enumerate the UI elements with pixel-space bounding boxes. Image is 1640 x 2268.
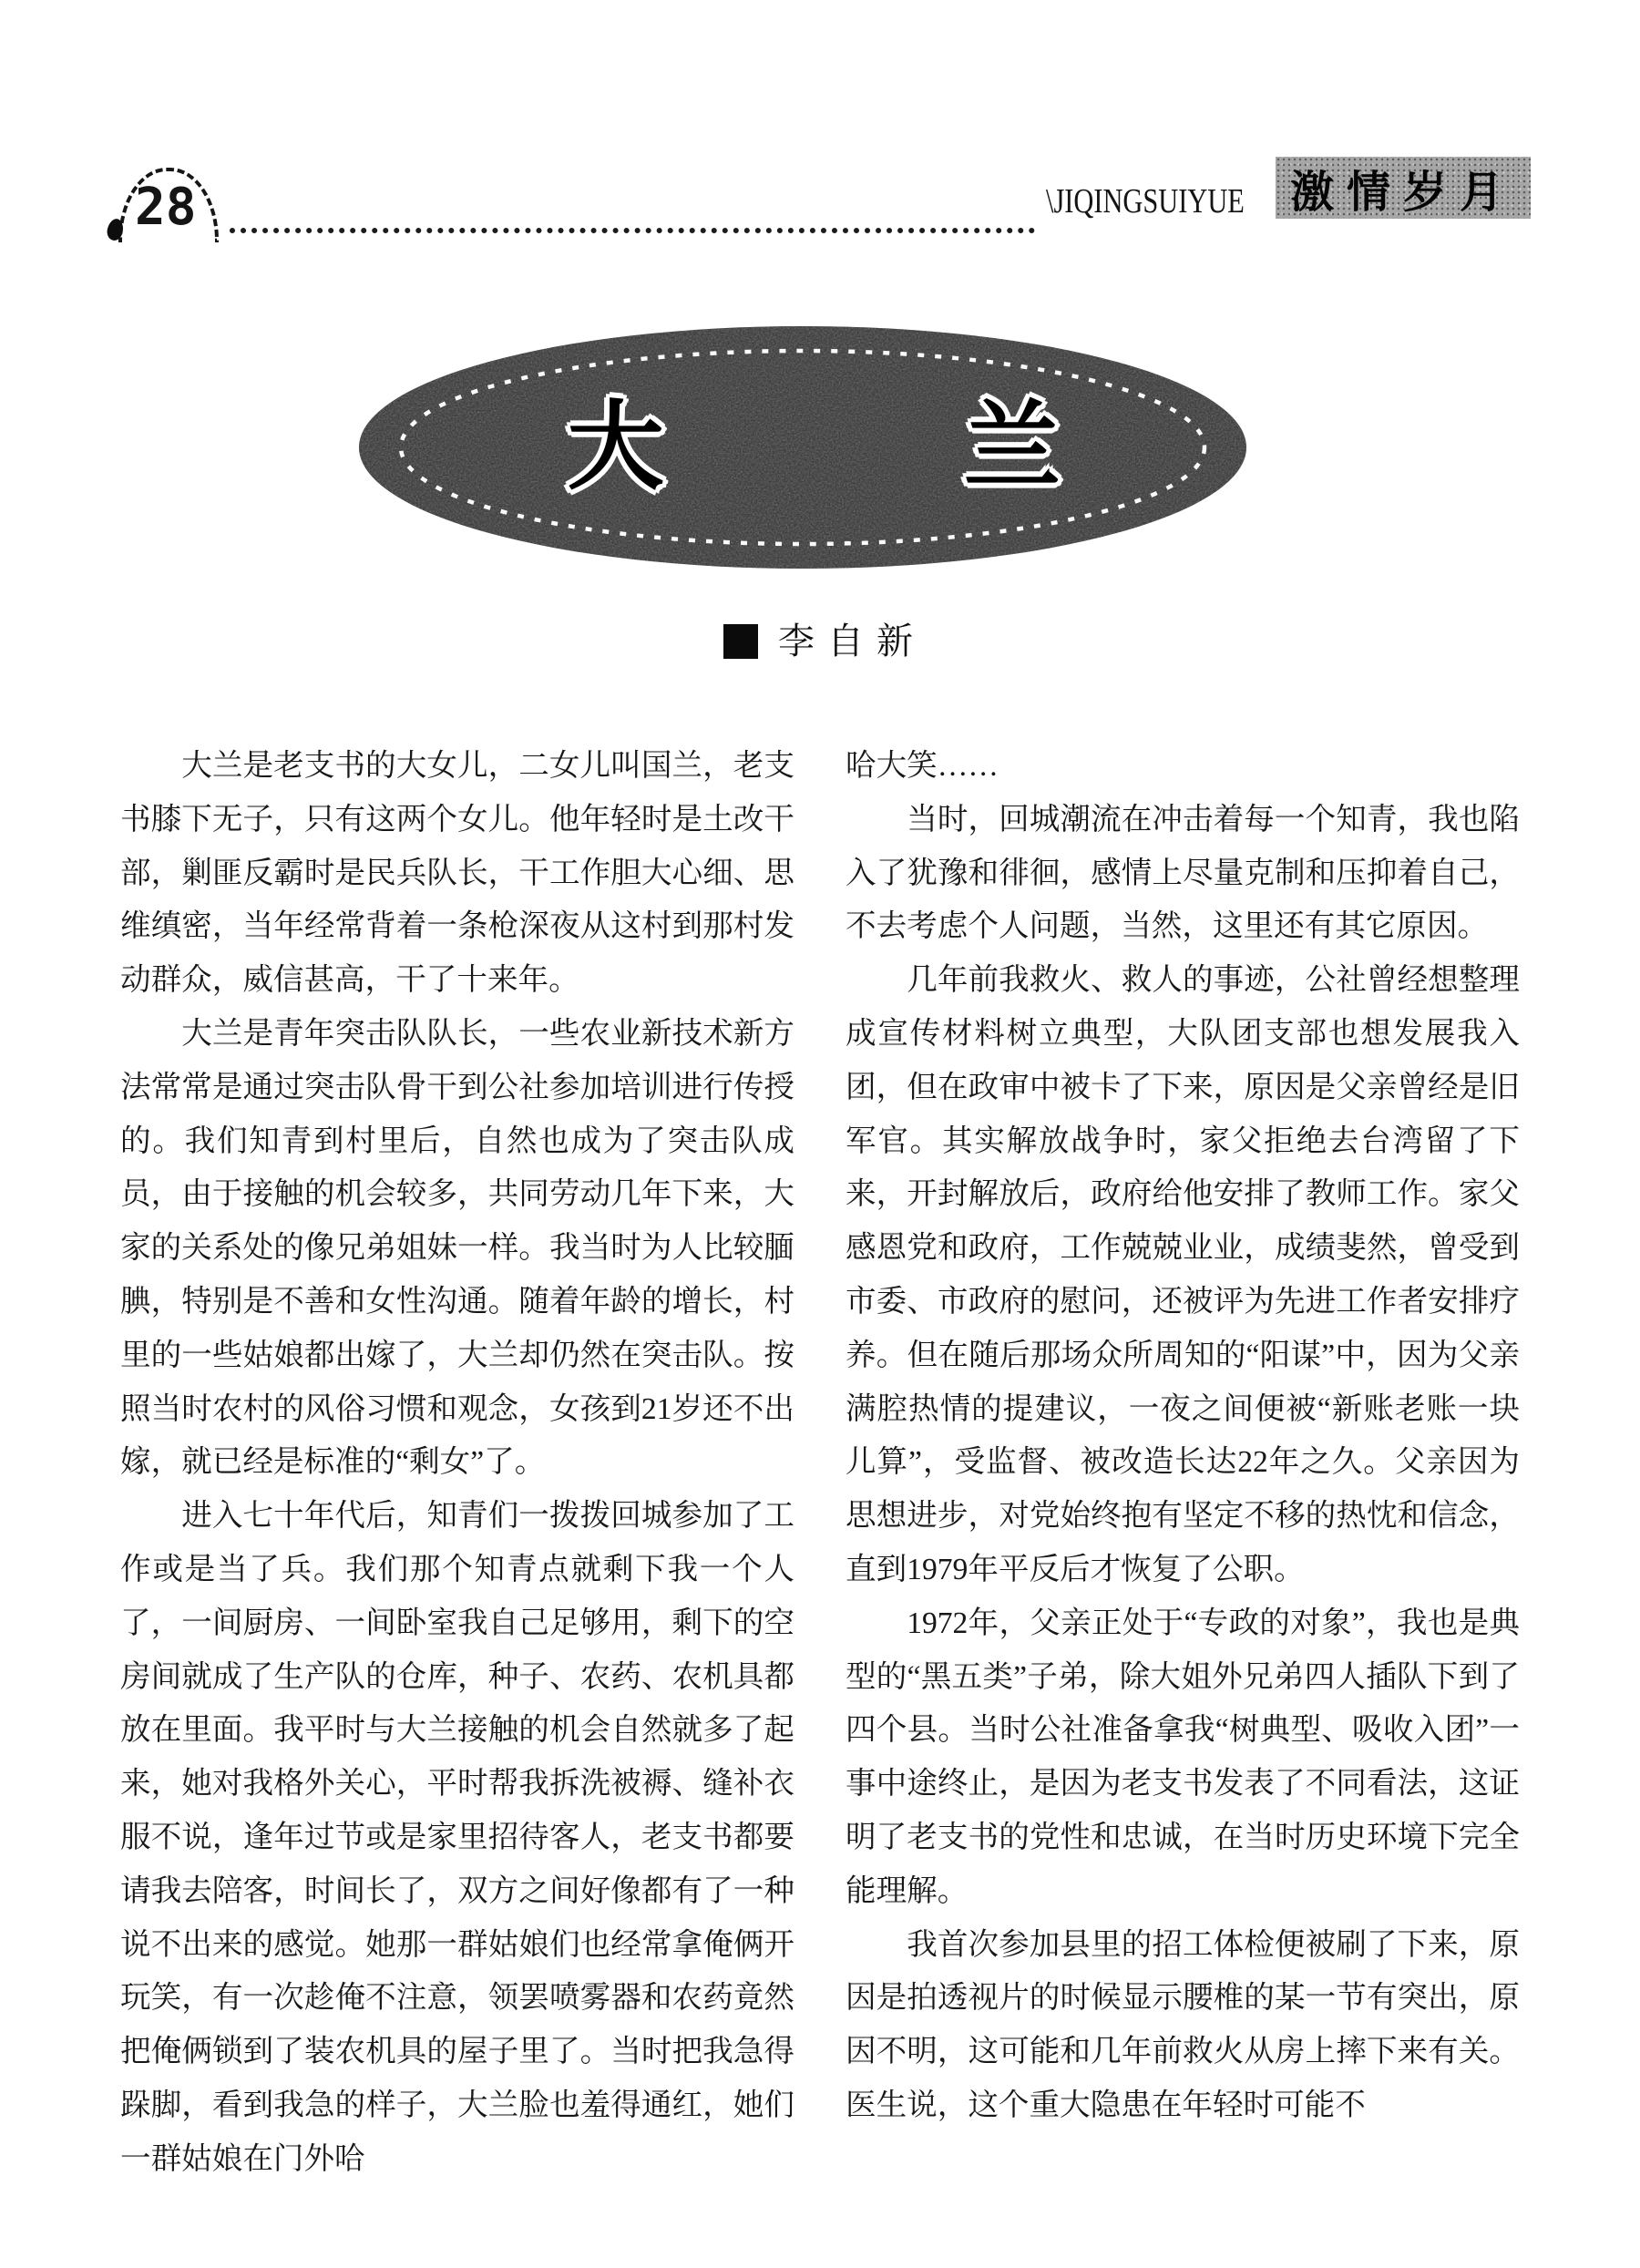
title-char-da: 大 [567,391,664,503]
paragraph: 1972年，父亲正处于“专政的对象”，我也是典型的“黑五类”子弟，除大姐外兄弟四人插队下到了四个县。当时公社准备拿我“树典型、吸收入团”一事中途终止，是因为老支书发表了不同看法，这证明了老支书的党性和忠诚，在当时历史环境下完全能理解。 [846,1606,1520,1908]
page-number: 28 [135,178,197,237]
byline-author: 李自新 [778,621,926,662]
header-journal-title: \JIQINGSUIYUE [1046,182,1245,221]
title-char-lan: 兰 [963,391,1061,503]
byline-square-icon [723,624,758,659]
left-column [120,740,794,2187]
paragraph-continuation: 哈大笑…… [846,749,999,783]
right-column [846,740,1520,2133]
paragraph: 我首次参加县里的招工体检便被刷了下来，原因是拍透视片的时候显示腰椎的某一节有突出，原因不明，这可能和几年前救火从房上摔下来有关。医生说，这个重大隐患在年轻时可能不 [846,1927,1520,2122]
paragraph: 几年前我救火、救人的事迹，公社曾经想整理成宣传材料树立典型，大队团支部也想发展我入团，但在政审中被卡了下来，原因是父亲曾经是旧军官。其实解放战争时，家父拒绝去台湾留了下来，开封解放后，政府给他安排了教师工作。家父感恩党和政府，工作兢兢业业，成绩斐然，曾受到市委、市政府的慰问，还被评为先进工作者安排疗养。但在随后那场众所周知的“阳谋”中，因为父亲满腔热情的提建议，一夜之间便被“新账老账一块儿算”，受监督、被改造长达22年之久。父亲因为思想进步，对党始终抱有坚定不移的热忱和信念，直到1979年平反后才恢复了公职。 [846,963,1520,1586]
page-number-ornament [108,168,235,250]
dotted-leader-line [230,228,1035,233]
byline [723,621,926,662]
paragraph: 进入七十年代后，知青们一拨拨回城参加了工作或是当了兵。我们那个知青点就剩下我一个人了，一间厨房、一间卧室我自己足够用，剩下的空房间就成了生产队的仓库，种子、农药、农机具都放在里面。我平时与大兰接触的机会自然就多了起来，她对我格外关心，平时帮我拆洗被褥、缝补衣服不说，逢年过节或是家里招待客人，老支书都要请我去陪客，时间长了，双方之间好像都有了一种说不出来的感觉。她那一群姑娘们也经常拿俺俩开玩笑，有一次趁俺不注意，领罢喷雾器和农药竟然把俺俩锁到了装农机具的屋子里了。当时把我急得跺脚，看到我急的样子，大兰脸也羞得通红，她们一群姑娘在门外哈 [120,1499,794,2176]
header-section-badge: 激情岁月 [1276,157,1531,219]
article-title-banner [357,324,1248,570]
title-oval-graphic [357,324,1248,570]
paragraph: 大兰是老支书的大女儿，二女儿叫国兰，老支书膝下无子，只有这两个女儿。他年轻时是土改干部，剿匪反霸时是民兵队长，干工作胆大心细、思维缜密，当年经常背着一条枪深夜从这村到那村发动群众，威信甚高，干了十来年。 [120,749,794,998]
paragraph: 当时，回城潮流在冲击着每一个知青，我也陷入了犹豫和徘徊，感情上尽量克制和压抑着自己，不去考虑个人问题，当然，这里还有其它原因。 [846,802,1520,944]
paragraph: 大兰是青年突击队队长，一些农业新技术新方法常常是通过突击队骨干到公社参加培训进行传授的。我们知青到村里后，自然也成为了突击队成员，由于接触的机会较多，共同劳动几年下来，大家的关系处的像兄弟姐妹一样。我当时为人比较腼腆，特别是不善和女性沟通。随着年龄的增长，村里的一些姑娘都出嫁了，大兰却仍然在突击队。按照当时农村的风俗习惯和观念，女孩到21岁还不出嫁，就已经是标准的“剩女”了。 [120,1016,794,1480]
